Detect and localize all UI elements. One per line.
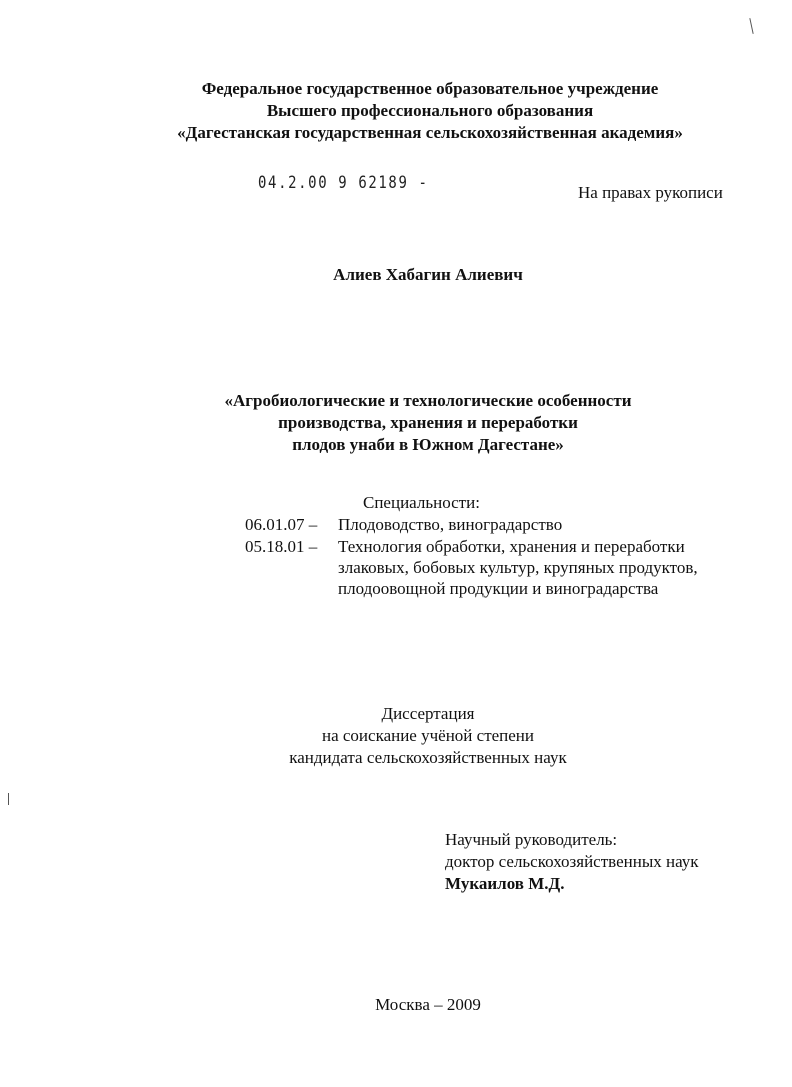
degree-line-3: кандидата сельскохозяйственных наук bbox=[289, 748, 567, 767]
institution-header bbox=[0, 78, 792, 144]
institution-line-1: Федеральное государственное образовательное учреждение bbox=[201, 79, 659, 98]
specialty-line: злаковых, бобовых культур, крупяных продуктов, bbox=[338, 558, 698, 577]
title-line-2: производства, хранения и переработки bbox=[278, 413, 578, 432]
degree-line-1: Диссертация bbox=[381, 704, 475, 723]
title-line-3: плодов унаби в Южном Дагестане» bbox=[292, 435, 564, 454]
degree-line-2: на соискание учёной степени bbox=[321, 726, 535, 745]
institution-line-3: «Дагестанская государственная сельскохозяйственная академия» bbox=[177, 123, 683, 142]
degree-statement bbox=[0, 703, 792, 769]
scientific-advisor bbox=[445, 829, 699, 895]
specialty-description bbox=[338, 514, 562, 535]
advisor-name: Мукаилов М.Д. bbox=[445, 874, 565, 893]
manuscript-note: На правах рукописи bbox=[578, 183, 723, 202]
registration-stamp: 04.2.00 9 62189 - bbox=[258, 173, 429, 193]
institution-line-2: Высшего профессионального образования bbox=[266, 101, 594, 120]
advisor-label: Научный руководитель: bbox=[445, 830, 618, 849]
scan-artifact-mark bbox=[8, 793, 9, 805]
city-year: Москва – 2009 bbox=[375, 995, 481, 1014]
title-line-1: «Агробиологические и технологические особенности bbox=[224, 391, 632, 410]
specialty-line: плодоовощной продукции и виноградарства bbox=[338, 579, 659, 598]
specialty-code: 06.01.07 – bbox=[245, 515, 318, 534]
specialty-description bbox=[338, 536, 698, 599]
specialty-line: Плодоводство, виноградарство bbox=[338, 515, 563, 534]
advisor-degree: доктор сельскохозяйственных наук bbox=[445, 852, 699, 871]
specialties-heading: Специальности: bbox=[363, 493, 480, 512]
specialty-line: Технология обработки, хранения и переработки bbox=[338, 537, 685, 556]
specialty-code: 05.18.01 – bbox=[245, 537, 318, 556]
dissertation-title bbox=[0, 390, 792, 456]
author-name: Алиев Хабагин Алиевич bbox=[333, 265, 523, 284]
scan-artifact-mark bbox=[749, 18, 753, 34]
